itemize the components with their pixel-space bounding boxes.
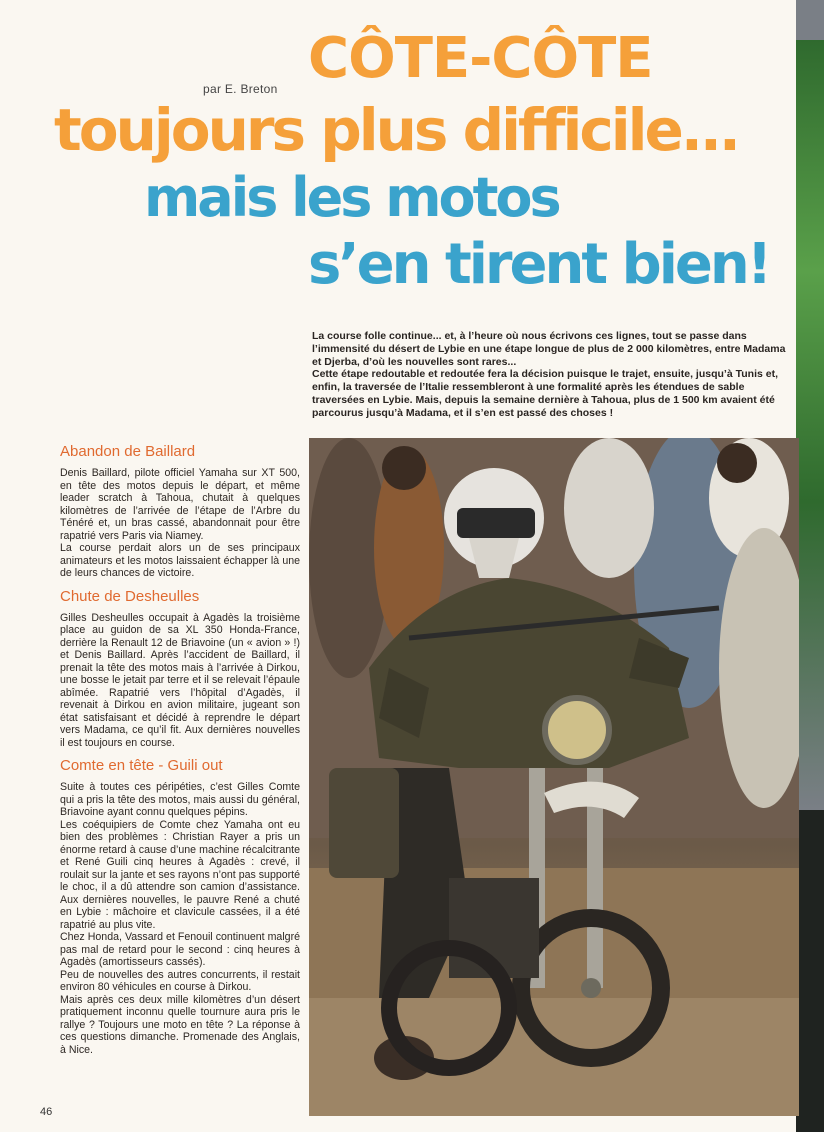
section-comte-en-tete bbox=[60, 757, 300, 1056]
page-edge-strip bbox=[796, 0, 824, 1132]
section-heading: Abandon de Baillard bbox=[60, 443, 196, 460]
section-heading: Comte en tête - Guili out bbox=[60, 757, 223, 774]
edge-strip-middle bbox=[796, 40, 824, 810]
title-line-1: CÔTE-CÔTE bbox=[308, 26, 653, 91]
section-heading: Chute de Desheulles bbox=[60, 587, 200, 605]
title-line-2: toujours plus difficile... bbox=[54, 96, 738, 164]
section-paragraph: Gilles Desheulles occupait à Agadès la troisième place au guidon de sa XL 350 Honda-France, derrière la Renault 12 de Briavoine (un « avion » !) et Denis Baillard. Après l’accident de Baillard, il prenait la tête des motos mais à l’arrivée à Dirkou, une bosse le jetait par terre et il se relevait l’épaule abîmée. Rapatrié vers l’hôpital d’Agadès, il revenait à Dirkou en avion militaire, jugeant son état satisfaisant et décidé à reprendre le départ vers Madama, ce qu’il fit. Aux dernières nouvelles il est toujours en course. bbox=[60, 611, 300, 749]
section-paragraph: Denis Baillard, pilote officiel Yamaha sur XT 500, en tête des motos depuis le départ, et même leader scratch à Tahoua, chutait à quelques kilomètres de l’arrivée de l’étape de l’Arbre du Ténéré et, un bras cassé, abandonnait pour être rapatrié vers Paris via Niamey. bbox=[60, 467, 300, 542]
section-paragraph: Peu de nouvelles des autres concurrents, il restait environ 80 véhicules en course à Dirkou. bbox=[60, 968, 300, 993]
edge-strip-top bbox=[796, 0, 824, 40]
title-line-4: s’en tirent bien! bbox=[308, 232, 770, 297]
section-paragraph: Les coéquipiers de Comte chez Yamaha ont eu bien des problèmes : Christian Rayer a pris un énorme retard à cause d’une machine récalcitrante et René Guili cinq heures à Agadès : crevé, il roulait sur la jante et ses rayons n’ont pas supporté le choc, il a dû attendre son camion d’assistance. Aux dernières nouvelles, le pauvre René a chuté en Lybie : mâchoire et clavicule cassées, il a été rapatrié au plus vite. bbox=[60, 818, 300, 931]
section-paragraph: La course perdait alors un de ses principaux animateurs et les motos laissaient échapper là une de leurs chances de victoire. bbox=[60, 542, 300, 579]
intro-paragraph-1: La course folle continue... et, à l’heure où nous écrivons ces lignes, tout se passe dans l’immensité du désert de Lybie en une étape longue de plus de 2 000 kilomètres, entre Madama et Djerba, d’où les nouvelles sont rares... bbox=[312, 330, 786, 368]
section-chute-desheulles bbox=[60, 588, 300, 750]
edge-strip-bottom bbox=[796, 810, 824, 1132]
article-column bbox=[60, 441, 300, 1064]
intro-paragraph-2: Cette étape redoutable et redoutée fera la décision puisque le trajet, ensuite, jusqu’à Tunis et, enfin, la traversée de l’Italie ressembleront à une formalité après les étendues de sable traversées en Lybie. Mais, depuis la semaine dernière à Tahoua, plus de 1 500 km avaient été parcourus jusqu’à Madama, et il s’en est passé des choses ! bbox=[312, 368, 778, 419]
byline: par E. Breton bbox=[203, 82, 278, 96]
section-paragraph: Suite à toutes ces péripéties, c’est Gilles Comte qui a pris la tête des motos, mais aussi du général, Briavoine ayant connu quelques pépins. bbox=[60, 781, 300, 818]
intro-block bbox=[312, 330, 796, 420]
section-abandon-baillard bbox=[60, 443, 300, 580]
section-paragraph: Mais après ces deux mille kilomètres d’un désert pratiquement inconnu quelle tournure aura pris le rallye ? Toujours une moto en tête ? La réponse à ces questions dimanche. Promenade des Anglais, à Nice. bbox=[60, 993, 300, 1056]
page-number: 46 bbox=[40, 1106, 53, 1118]
rider-photo bbox=[309, 438, 799, 1116]
section-paragraph: Chez Honda, Vassard et Fenouil continuent malgré pas mal de retard pour le second : cinq heures à Agadès (amortisseurs cassés). bbox=[60, 931, 300, 968]
title-line-3: mais les motos bbox=[144, 166, 559, 229]
